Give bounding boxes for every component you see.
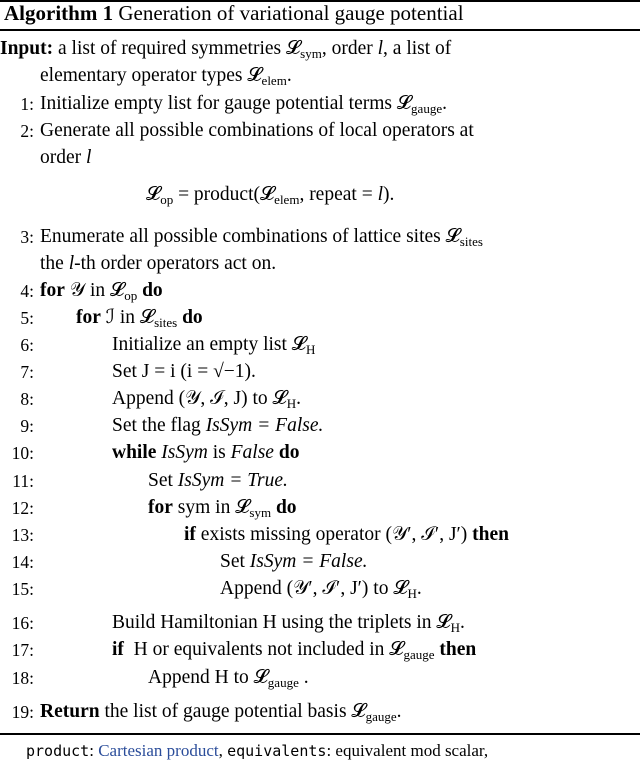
algorithm-title: Generation of variational gauge potential (118, 1, 464, 25)
step-10: while IsSym is False do (112, 442, 300, 463)
line-number: 15: (11, 579, 34, 599)
step-9: Set the flag IsSym = False. (112, 415, 324, 436)
step-8: Append (𝒴, ℐ, J) to 𝓛$_H$. (112, 388, 301, 411)
algorithm-label: Algorithm 1 (4, 1, 114, 25)
input-line-2: elementary operator types 𝓛$_{elem}$. (40, 65, 292, 88)
step-1: Initialize empty list for gauge potential terms 𝓛$_{gauge}$. (40, 93, 447, 116)
line-number: 16: (11, 613, 34, 633)
algorithm-caption (4, 0, 464, 26)
caption-rule (0, 29, 640, 31)
line-number: 1: (20, 94, 34, 114)
line-number: 2: (20, 121, 34, 141)
line-number: 5: (20, 308, 34, 328)
line-number: 13: (11, 525, 34, 545)
line-number: 3: (20, 227, 34, 247)
step-3-cont: the l-th order operators act on. (40, 253, 277, 274)
step-5: for ℐ in 𝓛$_{sites}$ do (76, 307, 203, 330)
line-number: 4: (20, 281, 34, 301)
equation: 𝓛$_{op}$ = product(𝓛$_{elem}$, repeat = l). (146, 184, 395, 207)
line-number: 14: (11, 552, 34, 572)
line-number: 11: (12, 471, 34, 491)
line-number: 17: (11, 640, 34, 660)
footnote: product: Cartesian product, equivalents: equivalent mod scalar, (26, 741, 489, 760)
input-line-1: Input: a list of required symmetries 𝓛$_{sym}$, order l, a list of (0, 38, 452, 61)
step-2: Generate all possible combinations of local operators at (40, 120, 474, 141)
line-number: 8: (20, 389, 34, 409)
line-number: 19: (11, 702, 34, 722)
step-17: if H or equivalents not included in 𝓛$_{gauge}$ then (112, 639, 477, 662)
step-12: for sym in 𝓛$_{sym}$ do (148, 497, 297, 520)
step-6: Initialize an empty list 𝓛$_H$ (112, 334, 316, 357)
step-13: if exists missing operator (𝒴′, ℐ′, J′) then (184, 524, 510, 545)
input-label: Input: (0, 38, 54, 59)
line-number: 10: (11, 443, 34, 463)
step-2-cont: order l (40, 147, 92, 168)
line-number: 12: (11, 498, 34, 518)
step-19: Return the list of gauge potential basis 𝓛$_{gauge}$. (40, 701, 402, 724)
step-15: Append (𝒴′, ℐ′, J′) to 𝓛$_H$. (220, 578, 422, 601)
bottom-rule (0, 733, 640, 735)
step-14: Set IsSym = False. (220, 551, 368, 572)
line-number: 18: (11, 668, 34, 688)
line-number: 9: (20, 416, 34, 436)
line-number: 7: (20, 362, 34, 382)
step-11: Set IsSym = True. (148, 470, 288, 491)
step-16: Build Hamiltonian H using the triplets in 𝓛$_H$. (112, 612, 465, 635)
step-4: for 𝒴 in 𝓛$_{op}$ do (40, 280, 163, 303)
step-3: Enumerate all possible combinations of lattice sites 𝓛$_{sites}$ (40, 226, 483, 249)
step-7: Set J = i (i = √−1). (112, 361, 256, 382)
line-number: 6: (20, 335, 34, 355)
cartesian-product-link[interactable]: Cartesian product (98, 741, 219, 760)
step-18: Append H to 𝓛$_{gauge}$ . (148, 667, 309, 690)
